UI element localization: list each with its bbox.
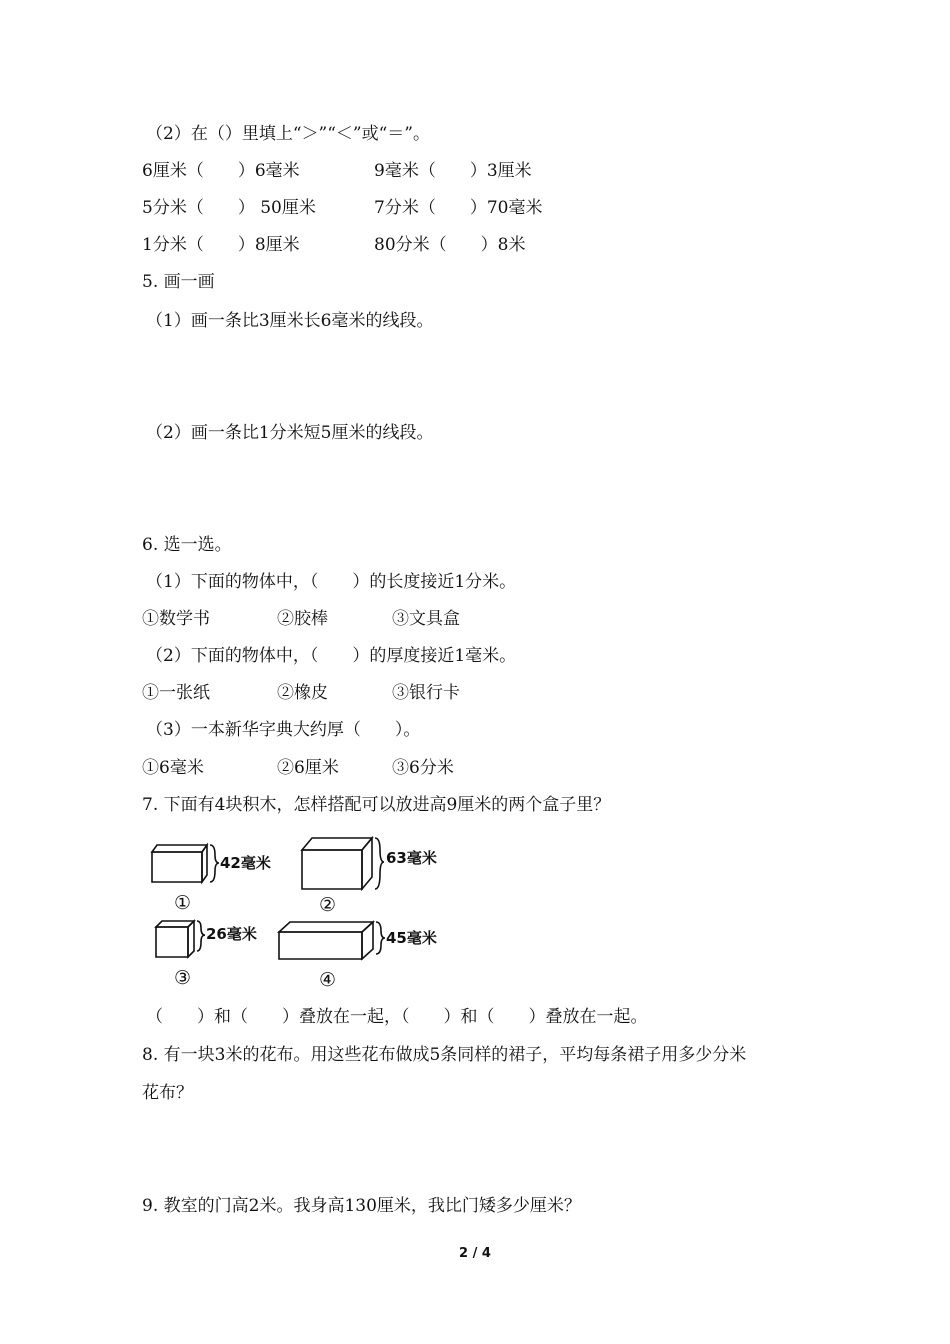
block-1: [152, 845, 219, 882]
q6-part1-option-3: ③文具盒: [392, 609, 460, 629]
q8-line-2: 花布？: [142, 1083, 193, 1103]
q7-title: 7. 下面有4块积木，怎样搭配可以放进高9厘米的两个盒子里？: [142, 795, 611, 815]
compare-row-3-right: 80分米（ ）8米: [374, 235, 526, 255]
q4-part2-title: （2）在（）里填上“＞”“＜”或“＝”。: [146, 124, 430, 144]
q6-part2-option-1: ①一张纸: [142, 683, 210, 703]
block-2-label: 63毫米: [386, 849, 437, 867]
q6-title: 6. 选一选。: [142, 535, 232, 555]
block-3-label: 26毫米: [206, 925, 257, 943]
q5-part2: （2）画一条比1分米短5厘米的线段。: [146, 423, 434, 443]
q6-part1-option-1: ①数学书: [142, 609, 210, 629]
q6-part2: （2）下面的物体中，（ ）的厚度接近1毫米。: [146, 646, 517, 666]
block-2-number: ②: [319, 894, 337, 916]
block-2: [302, 838, 384, 889]
blocks-figure: [140, 830, 460, 990]
block-3-number: ③: [174, 967, 192, 989]
block-1-label: 42毫米: [220, 854, 271, 872]
page-number: 2 / 4: [459, 1246, 491, 1261]
q9-line-1: 9. 教室的门高2米。我身高130厘米，我比门矮多少厘米？: [142, 1196, 581, 1216]
block-1-number: ①: [174, 892, 192, 914]
q7-answer-line: （ ）和（ ）叠放在一起，（ ）和（ ）叠放在一起。: [146, 1007, 648, 1027]
compare-row-1-left: 6厘米（ ）6毫米: [142, 161, 300, 181]
block-4-label: 45毫米: [386, 929, 437, 947]
q6-part2-option-2: ②橡皮: [277, 683, 328, 703]
block-4: [279, 922, 385, 959]
q6-part3-option-3: ③6分米: [392, 758, 454, 778]
compare-row-2-left: 5分米（ ） 50厘米: [142, 198, 316, 218]
block-3: [156, 921, 205, 957]
q6-part1-option-2: ②胶棒: [277, 609, 328, 629]
q6-part2-option-3: ③银行卡: [392, 683, 460, 703]
compare-row-2-right: 7分米（ ）70毫米: [374, 198, 543, 218]
q6-part1: （1）下面的物体中，（ ）的长度接近1分米。: [146, 572, 517, 592]
block-4-number: ④: [319, 969, 337, 990]
q5-part1: （1）画一条比3厘米长6毫米的线段。: [146, 311, 434, 331]
q5-title: 5. 画一画: [142, 272, 215, 292]
q6-part3: （3）一本新华字典大约厚（ ）。: [146, 720, 421, 740]
q6-part3-option-1: ①6毫米: [142, 758, 204, 778]
q6-part3-option-2: ②6厘米: [277, 758, 339, 778]
compare-row-1-right: 9毫米（ ）3厘米: [374, 161, 532, 181]
q8-line-1: 8. 有一块3米的花布。用这些花布做成5条同样的裙子，平均每条裙子用多少分米: [142, 1045, 747, 1065]
compare-row-3-left: 1分米（ ）8厘米: [142, 235, 300, 255]
